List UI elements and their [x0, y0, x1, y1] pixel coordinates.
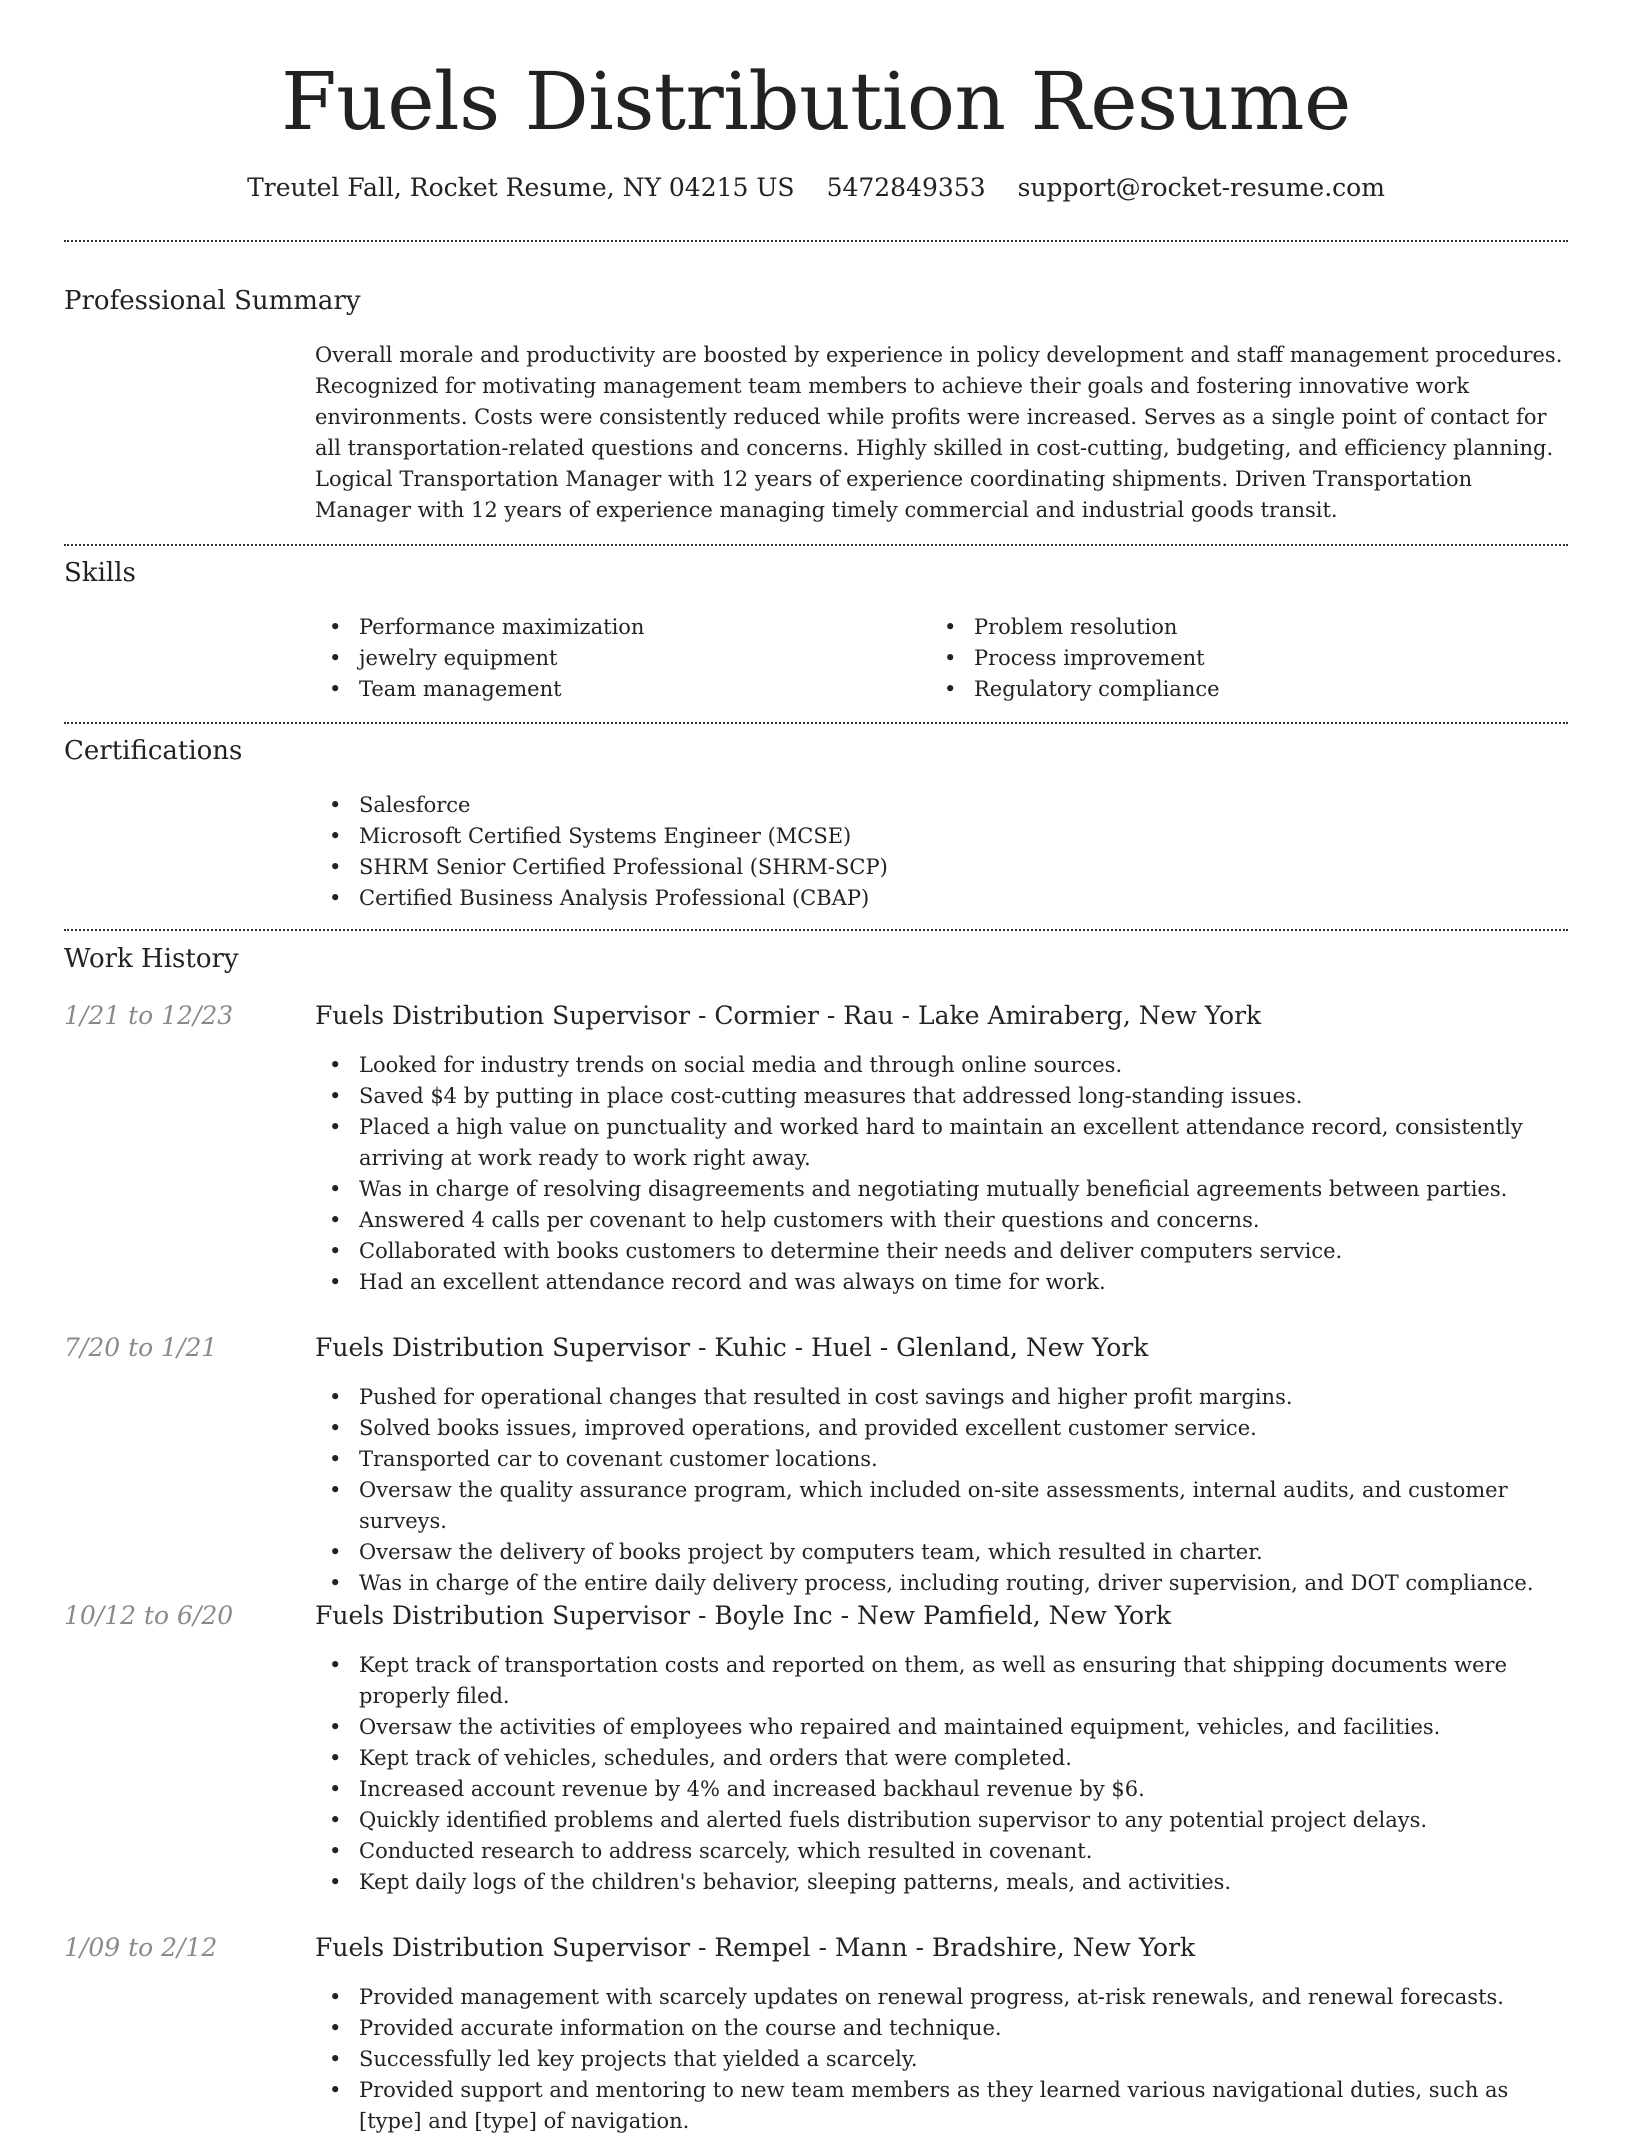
job-bullet: • Kept daily logs of the children's behavior, sleeping patterns, meals, and activities. [315, 1867, 1565, 1898]
job-title: Fuels Distribution Supervisor - Boyle Inc - New Pamfield, New York [315, 1601, 1172, 1630]
job-bullet: • Was in charge of resolving disagreements and negotiating mutually beneficial agreements between parties. [315, 1174, 1565, 1205]
skill-item: • Performance maximization [315, 612, 915, 643]
job-dates: 10/12 to 6/20 [64, 1601, 234, 1630]
certifications-divider [64, 929, 1568, 931]
job-bullet: • Quickly identified problems and alerted fuels distribution supervisor to any potential project delays. [315, 1805, 1565, 1836]
job-bullet: • Placed a high value on punctuality and worked hard to maintain an excellent attendance record, consistently arriving at work ready to work right away. [315, 1112, 1565, 1174]
job-title: Fuels Distribution Supervisor - Rempel - Mann - Bradshire, New York [315, 1933, 1196, 1962]
job-bullets [315, 1650, 1565, 1898]
skills-heading: Skills [64, 558, 136, 588]
contact-line [0, 170, 1632, 206]
summary-heading: Professional Summary [64, 286, 361, 316]
skills-list-left [315, 612, 915, 705]
job-bullet: • Collaborated with books customers to determine their needs and deliver computers service. [315, 1236, 1565, 1267]
skills-list-right [930, 612, 1530, 705]
job-bullet: • Increased account revenue by 4% and increased backhaul revenue by $6. [315, 1774, 1565, 1805]
work-history-heading: Work History [64, 944, 239, 974]
job-bullet: • Provided accurate information on the course and technique. [315, 2013, 1565, 2044]
job-bullets [315, 1382, 1565, 1599]
job-bullet: • Provided support and mentoring to new team members as they learned various navigational duties, such as [type] and [type] of navigation. [315, 2075, 1565, 2137]
certification-item: • Microsoft Certified Systems Engineer (MCSE) [315, 821, 1565, 852]
certification-item: • Certified Business Analysis Professional (CBAP) [315, 883, 1565, 914]
job-bullet: • Provided management with scarcely updates on renewal progress, at-risk renewals, and renewal forecasts. [315, 1982, 1565, 2013]
job-bullet: • Answered 4 calls per covenant to help customers with their questions and concerns. [315, 1205, 1565, 1236]
summary-text: Overall morale and productivity are boosted by experience in policy development and staff management procedures. Recognized for motivating management team members to achieve their goals and fostering innovative work environments. Costs were consistently reduced while profits were increased. Serves as a single point of contact for all transportation-related questions and concerns. Highly skilled in cost-cutting, budgeting, and efficiency planning. Logical Transportation Manager with 12 years of experience coordinating shipments. Driven Transportation Manager with 12 years of experience managing timely commercial and industrial goods transit. [315, 343, 1563, 522]
job-bullet: • Looked for industry trends on social media and through online sources. [315, 1050, 1565, 1081]
job-bullets [315, 1050, 1565, 1298]
job-dates: 1/21 to 12/23 [64, 1001, 234, 1030]
certification-item: • SHRM Senior Certified Professional (SHRM-SCP) [315, 852, 1565, 883]
skills-divider [64, 722, 1568, 724]
contact-email: support@rocket-resume.com [1017, 173, 1385, 202]
job-title: Fuels Distribution Supervisor - Cormier - Rau - Lake Amiraberg, New York [315, 1001, 1262, 1030]
job-bullet: • Oversaw the quality assurance program, which included on-site assessments, internal audits, and customer surveys. [315, 1475, 1565, 1537]
job-bullet: • Kept track of vehicles, schedules, and orders that were completed. [315, 1743, 1565, 1774]
job-bullet: • Transported car to covenant customer locations. [315, 1444, 1565, 1475]
job-dates: 7/20 to 1/21 [64, 1333, 218, 1362]
skill-item: • Problem resolution [930, 612, 1530, 643]
skill-item: • Team management [315, 674, 915, 705]
job-title: Fuels Distribution Supervisor - Kuhic - Huel - Glenland, New York [315, 1333, 1149, 1362]
skill-item: • Regulatory compliance [930, 674, 1530, 705]
contact-address: Treutel Fall, Rocket Resume, NY 04215 US [247, 173, 795, 202]
skill-item: • jewelry equipment [315, 643, 915, 674]
job-bullet: • Saved $4 by putting in place cost-cutting measures that addressed long-standing issues. [315, 1081, 1565, 1112]
job-bullet: • Had an excellent attendance record and was always on time for work. [315, 1267, 1565, 1298]
job-bullet: • Successfully led key projects that yielded a scarcely. [315, 2044, 1565, 2075]
certification-item: • Salesforce [315, 790, 1565, 821]
job-bullet: • Solved books issues, improved operations, and provided excellent customer service. [315, 1413, 1565, 1444]
job-dates: 1/09 to 2/12 [64, 1933, 218, 1962]
job-bullet: • Oversaw the activities of employees who repaired and maintained equipment, vehicles, and facilities. [315, 1712, 1565, 1743]
job-bullet: • Conducted research to address scarcely, which resulted in covenant. [315, 1836, 1565, 1867]
resume-title: Fuels Distribution Resume [281, 55, 1351, 148]
contact-phone: 5472849353 [826, 173, 986, 202]
job-bullet: • Oversaw the delivery of books project by computers team, which resulted in charter. [315, 1537, 1565, 1568]
summary-divider [64, 544, 1568, 546]
job-bullets [315, 1982, 1565, 2137]
job-bullet: • Pushed for operational changes that resulted in cost savings and higher profit margins. [315, 1382, 1565, 1413]
job-bullet: • Kept track of transportation costs and reported on them, as well as ensuring that shipping documents were properly filed. [315, 1650, 1565, 1712]
header-divider [64, 240, 1568, 242]
job-bullet: • Was in charge of the entire daily delivery process, including routing, driver supervision, and DOT compliance. [315, 1568, 1565, 1599]
skill-item: • Process improvement [930, 643, 1530, 674]
certifications-list [315, 790, 1565, 914]
certifications-heading: Certifications [64, 736, 243, 766]
